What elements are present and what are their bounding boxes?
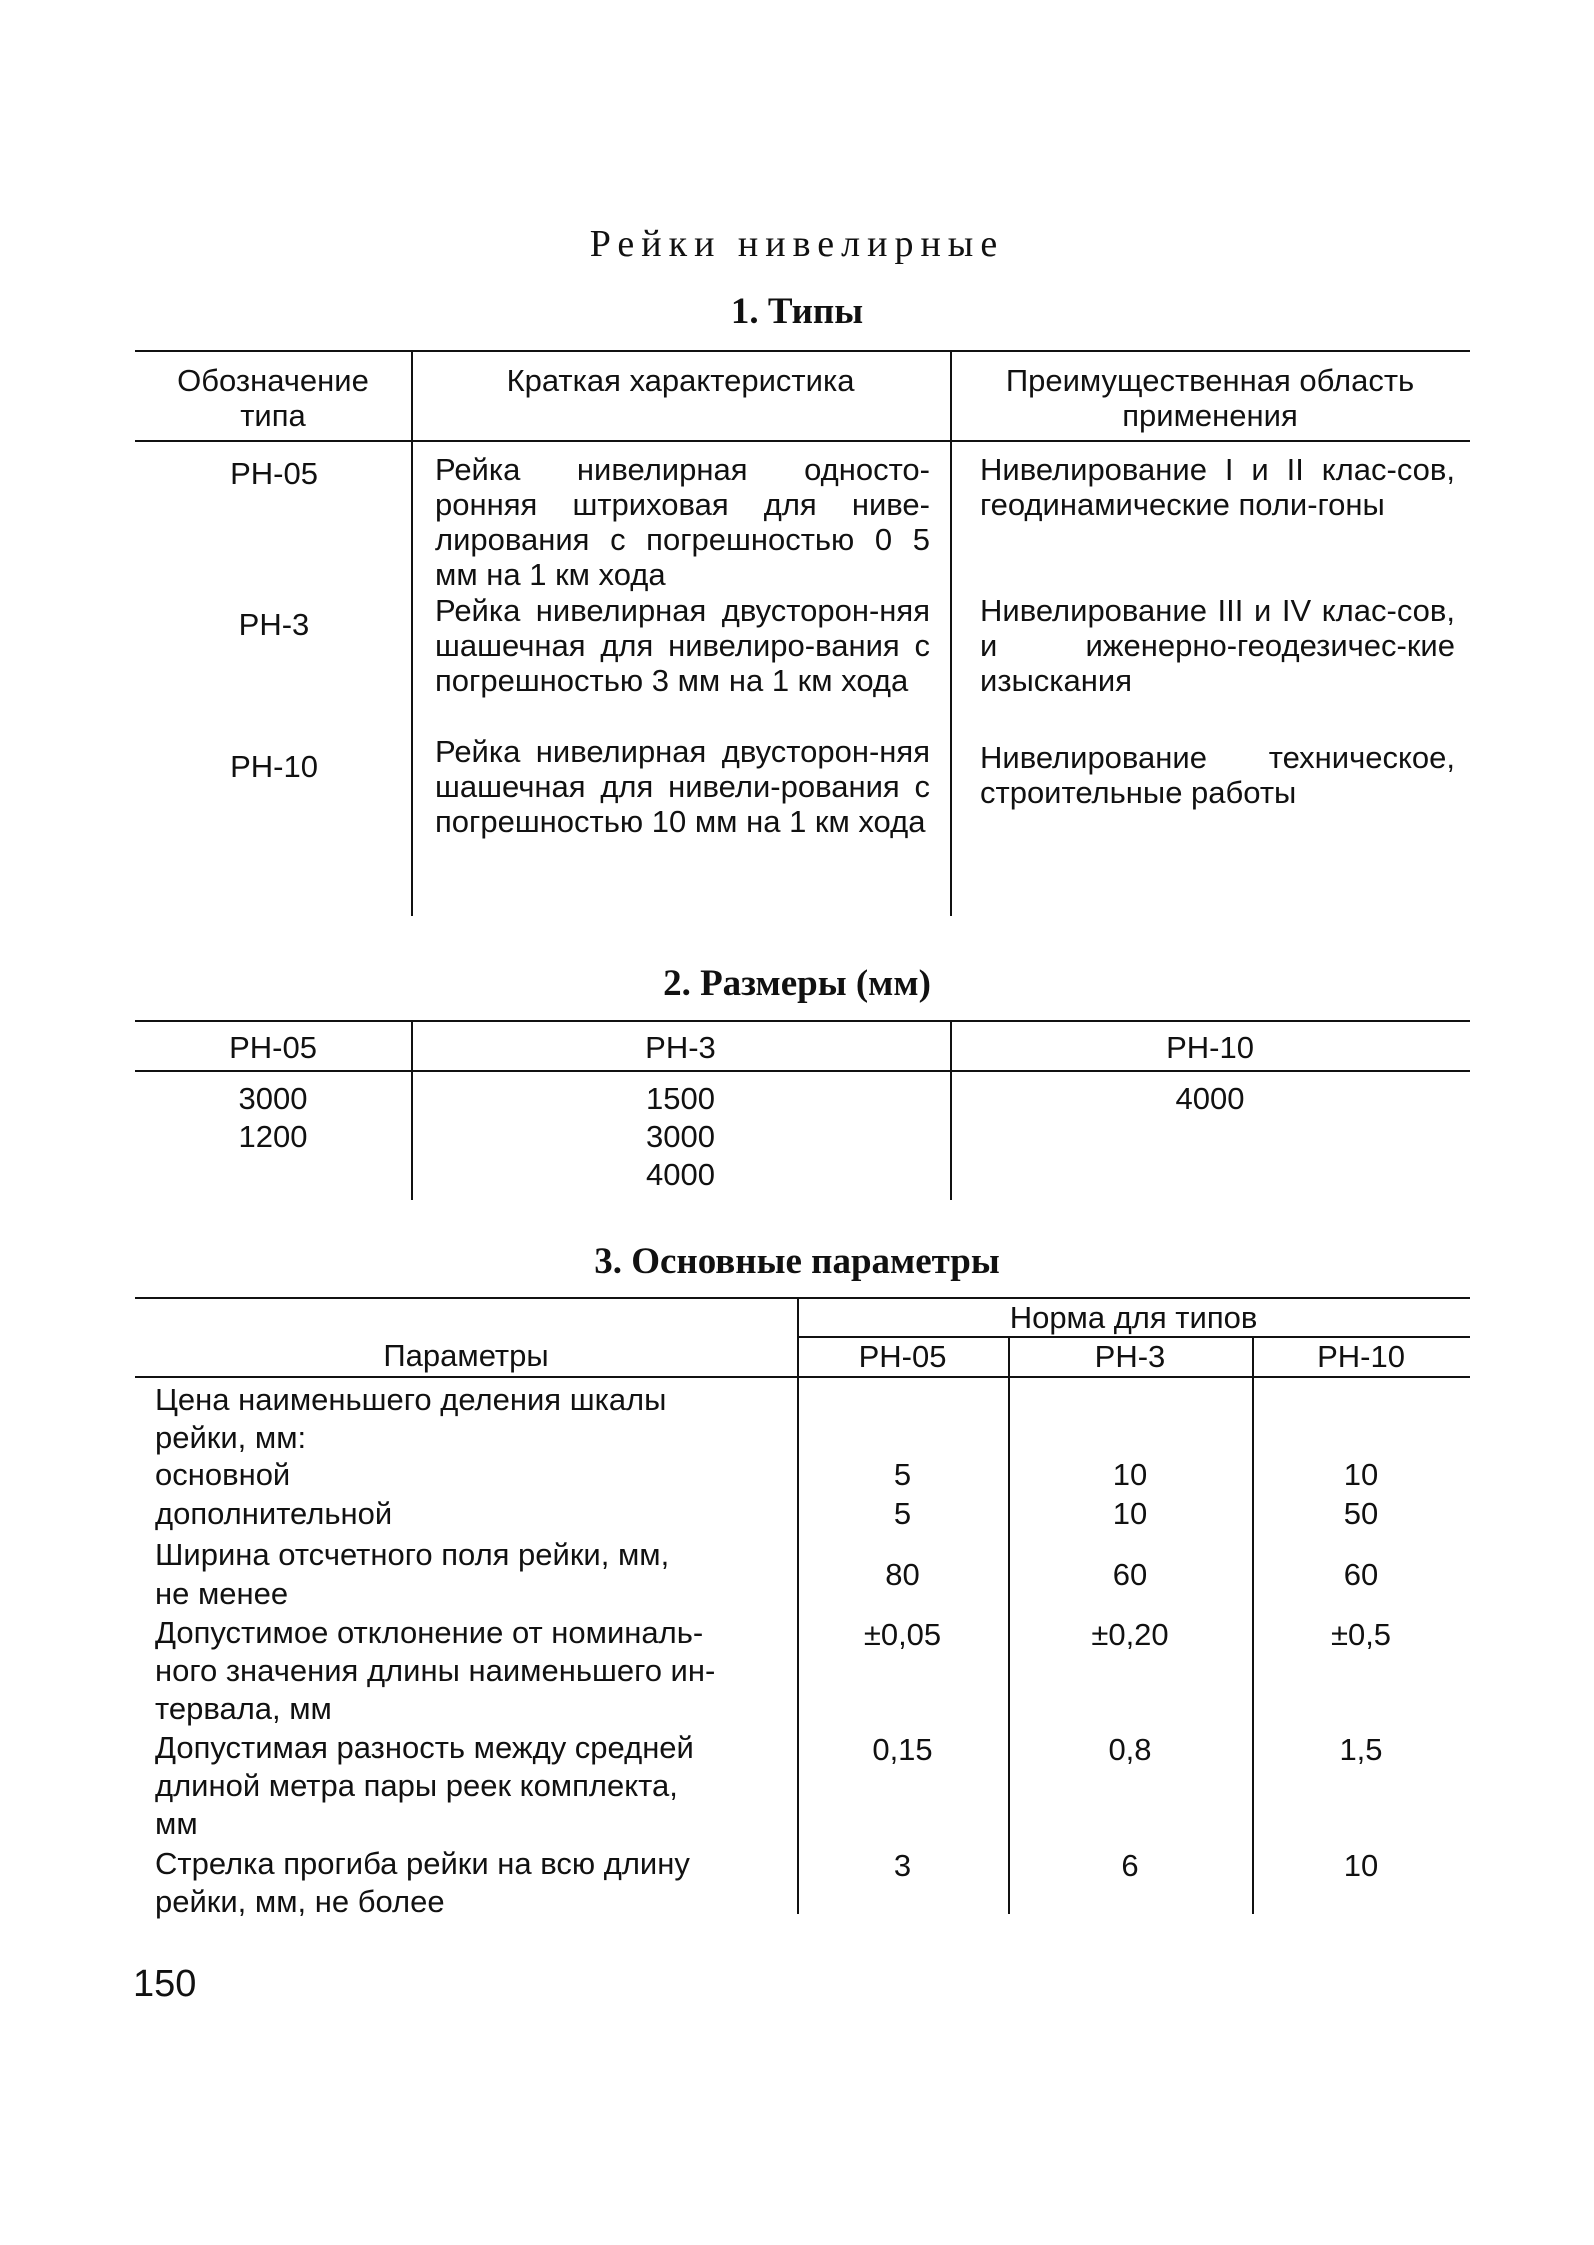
type-application: Нивелирование I и II клас-сов, геодинамические поли-гоны: [980, 452, 1455, 522]
column-divider: [1008, 1336, 1010, 1914]
type-header: РН-3: [1094, 1339, 1166, 1374]
param-line: Ширина отсчетного поля рейки, мм,: [155, 1537, 670, 1572]
page-title: Рейки нивелирные: [589, 223, 1005, 265]
dim-value: 1200: [238, 1119, 308, 1154]
param-value: ±0,20: [1091, 1617, 1169, 1652]
type-application: Нивелирование техническое, строительные работы: [980, 740, 1455, 810]
param-value: 60: [1112, 1557, 1148, 1592]
dim-value: 3000: [646, 1119, 715, 1154]
param-value: 60: [1343, 1557, 1379, 1592]
table-rule: [135, 1020, 1470, 1022]
column-divider: [1252, 1336, 1254, 1914]
param-value: ±0,05: [863, 1617, 942, 1652]
header-line: типа: [240, 398, 306, 433]
type-description: Рейка нивелирная двусторон-няя шашечная для нивелиро-вания с погрешностью 3 мм на 1 км хода: [435, 593, 930, 698]
param-value: 0,8: [1108, 1732, 1152, 1767]
param-label: [155, 1845, 775, 1921]
dim-header: РН-10: [1166, 1030, 1254, 1065]
param-group-label: [155, 1381, 775, 1457]
param-value: 10: [1112, 1457, 1148, 1492]
param-line: не менее: [155, 1576, 289, 1611]
table-rule: [135, 350, 1470, 352]
param-line: рейки, мм, не более: [155, 1884, 445, 1919]
param-label: [155, 1729, 775, 1843]
param-line: Допустимое отклонение от номиналь-: [155, 1615, 704, 1650]
dim-value: 3000: [238, 1081, 308, 1116]
param-value: 0,15: [872, 1732, 933, 1767]
type-description: Рейка нивелирная двусторон-няя шашечная для нивели-рования с погрешностью 10 мм на 1 км хода: [435, 734, 930, 839]
param-value: 10: [1112, 1496, 1148, 1531]
table-rule: [135, 1297, 1470, 1299]
dim-value: 4000: [1175, 1081, 1245, 1116]
dim-column: [135, 1080, 411, 1156]
type-code: РН-3: [238, 607, 310, 642]
type-code: РН-05: [230, 456, 318, 491]
table-rule: [135, 440, 1470, 442]
column-divider: [411, 350, 413, 916]
param-label: дополнительной: [155, 1496, 393, 1531]
type-application: Нивелирование III и IV клас-сов, и иженерно-геодезичес-кие изыскания: [980, 593, 1455, 698]
param-value: 5: [893, 1496, 912, 1531]
type-code: РН-10: [230, 749, 318, 784]
table-rule: [797, 1336, 1470, 1338]
param-value: 1,5: [1339, 1732, 1383, 1767]
header-line: Обозначение: [177, 363, 369, 398]
column-divider: [411, 1020, 413, 1200]
params-header: Параметры: [383, 1338, 549, 1373]
header-designation: [135, 363, 411, 433]
header-characteristic: Краткая характеристика: [506, 363, 855, 398]
table-rule: [135, 1376, 1470, 1378]
column-divider: [950, 1020, 952, 1200]
header-line: применения: [1122, 398, 1298, 433]
page-number: 150: [133, 1963, 197, 2005]
param-value: 5: [893, 1457, 912, 1492]
param-line: тервала, мм: [155, 1691, 332, 1726]
param-line: ного значения длины наименьшего ин-: [155, 1653, 716, 1688]
dim-header: РН-05: [229, 1030, 317, 1065]
header-line: Преимущественная область: [1005, 363, 1415, 398]
param-line: длиной метра пары реек комплекта,: [155, 1768, 678, 1803]
param-label: основной: [155, 1457, 291, 1492]
param-line: Допустимая разность между средней: [155, 1730, 694, 1765]
param-label: [155, 1614, 775, 1728]
param-value: ±0,5: [1330, 1617, 1392, 1652]
norm-header: Норма для типов: [1009, 1300, 1258, 1335]
param-value: 50: [1343, 1496, 1379, 1531]
dim-header: РН-3: [645, 1030, 716, 1065]
type-description: Рейка нивелирная односто-ронняя штриховая для ниве-лирования с погрешностью 0 5 мм на 1 км хода: [435, 452, 930, 592]
table-rule: [135, 1070, 1470, 1072]
param-value: 3: [893, 1848, 912, 1883]
param-value: 10: [1343, 1457, 1379, 1492]
param-label: [155, 1535, 775, 1613]
column-divider: [797, 1297, 799, 1914]
dim-value: 4000: [646, 1157, 715, 1192]
param-value: 10: [1343, 1848, 1379, 1883]
param-value: 80: [885, 1557, 920, 1592]
dim-value: 1500: [646, 1081, 715, 1116]
type-header: РН-10: [1317, 1339, 1405, 1374]
table2-title: 2. Размеры (мм): [663, 963, 931, 1004]
param-value: 6: [1121, 1848, 1139, 1883]
table3-title: 3. Основные параметры: [594, 1241, 1000, 1282]
column-divider: [950, 350, 952, 916]
param-line: Цена наименьшего деления шкалы: [155, 1382, 667, 1417]
param-line: рейки, мм:: [155, 1420, 307, 1455]
table1-title: 1. Типы: [730, 291, 864, 332]
param-line: Стрелка прогиба рейки на всю длину: [155, 1846, 690, 1881]
header-application: [950, 363, 1470, 433]
type-header: РН-05: [858, 1339, 947, 1374]
dim-column: [950, 1080, 1470, 1118]
param-line: мм: [155, 1806, 198, 1841]
dim-column: [411, 1080, 950, 1194]
